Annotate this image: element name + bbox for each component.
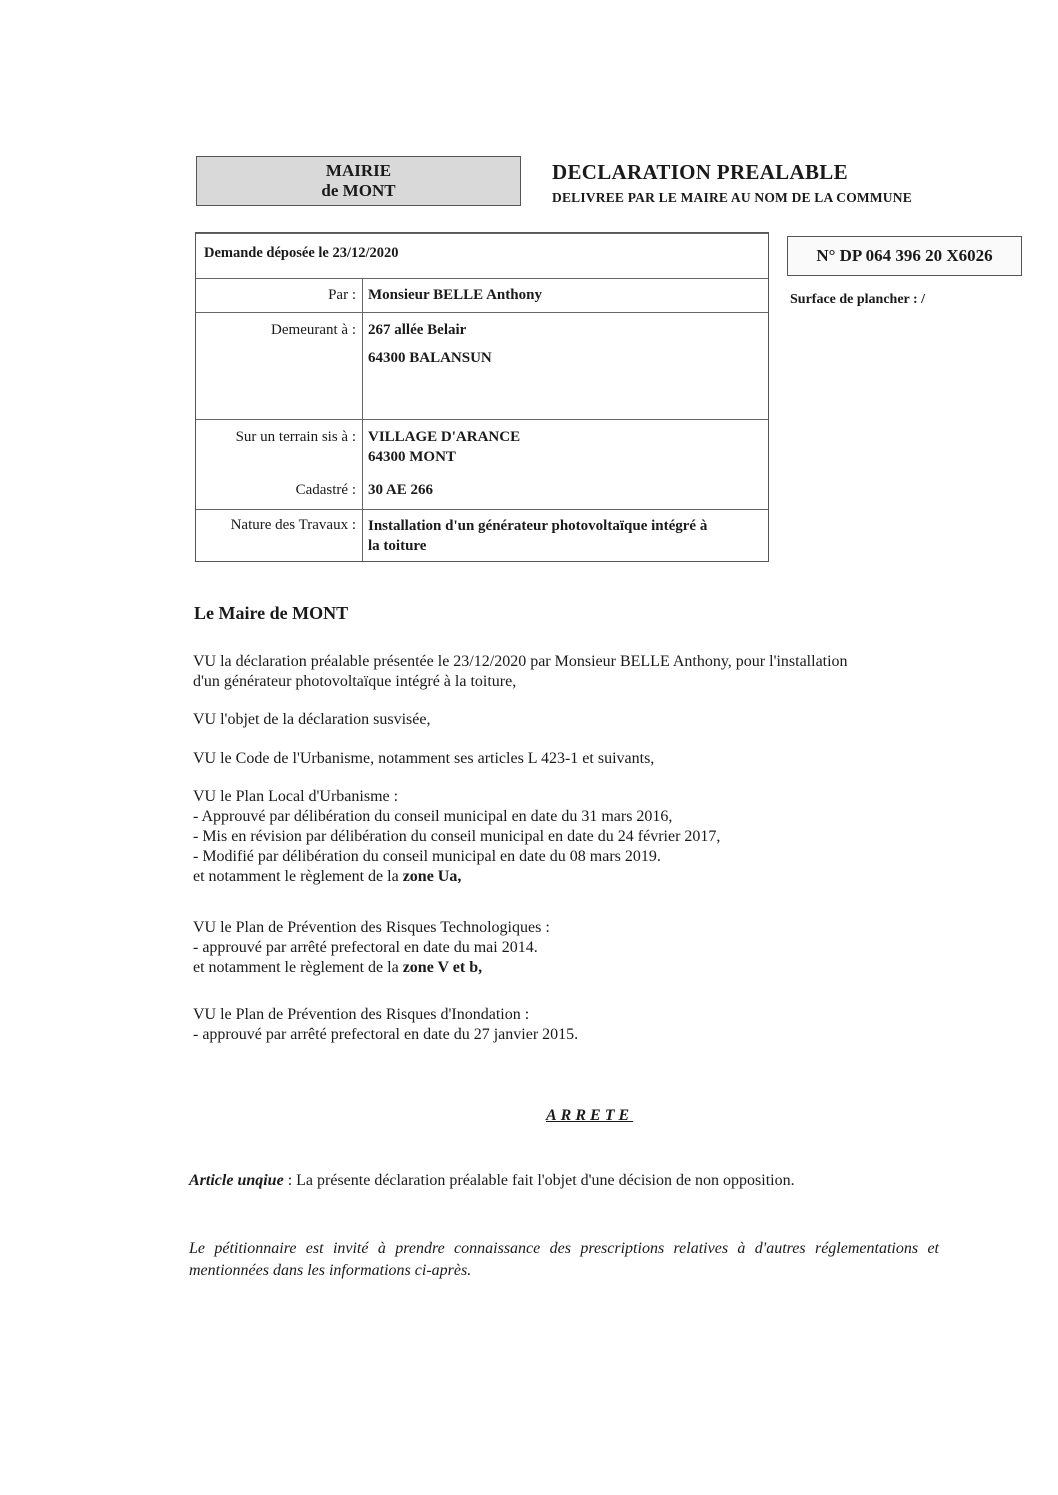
petitionnaire-note: Le pétitionnaire est invité à prendre connaissance des prescriptions relatives à d'autres réglementations et mentionnées dans les informations ci-après. [189, 1240, 939, 1279]
article-text: : La présente déclaration préalable fait l'objet d'une décision de non opposition. [283, 1172, 795, 1189]
terrain-line1: VILLAGE D'ARANCE [368, 429, 521, 445]
demeurant-label: Demeurant à : [271, 322, 356, 338]
par-label: Par : [328, 287, 356, 303]
request-info-table [195, 232, 769, 562]
terrain-line2: 64300 MONT [368, 449, 456, 465]
cadastre-value: 30 AE 266 [368, 482, 434, 498]
table-row-terrain [196, 419, 768, 510]
demeurant-line1: 267 allée Belair [368, 322, 467, 338]
terrain-label: Sur un terrain sis à : [235, 429, 356, 445]
table-row-demande [196, 233, 768, 279]
demeurant-line2: 64300 BALANSUN [368, 350, 492, 366]
table-row-par [196, 278, 768, 313]
mairie-line2: de MONT [321, 181, 396, 200]
travaux-label: Nature des Travaux : [230, 517, 356, 533]
table-row-travaux [196, 509, 768, 564]
pprt-zone-prefix: et notamment le règlement de la [193, 959, 403, 976]
vu-objet: VU l'objet de la déclaration susvisée, [193, 711, 431, 728]
mairie-box [196, 156, 521, 206]
demande-date: Demande déposée le 23/12/2020 [204, 245, 399, 261]
article-unique [189, 1172, 795, 1190]
plu-item-2: - Mis en révision par délibération du conseil municipal en date du 24 février 2017, [193, 828, 721, 845]
vu-plu [193, 787, 1013, 887]
plu-zone: zone Ua, [402, 868, 462, 885]
travaux-line1: Installation d'un générateur photovoltaïque intégré à [368, 518, 708, 534]
maire-heading: Le Maire de MONT [194, 603, 349, 623]
arrete-heading: ARRETE [546, 1107, 634, 1124]
ppri-item-1: - approuvé par arrêté prefectoral en date du 27 janvier 2015. [193, 1026, 579, 1043]
dp-number-box: N° DP 064 396 20 X6026 [787, 236, 1022, 276]
vu-declaration-line1: VU la déclaration préalable présentée le 23/12/2020 par Monsieur BELLE Anthony, pour l'installation [193, 653, 848, 670]
vu-declaration [193, 652, 1013, 692]
vu-pprt [193, 918, 1013, 978]
plu-title: VU le Plan Local d'Urbanisme : [193, 788, 399, 805]
plu-item-1: - Approuvé par délibération du conseil municipal en date du 31 mars 2016, [193, 808, 673, 825]
vu-code-urbanisme: VU le Code de l'Urbanisme, notamment ses articles L 423-1 et suivants, [193, 750, 655, 767]
pprt-item-1: - approuvé par arrêté prefectoral en date du mai 2014. [193, 939, 538, 956]
pprt-zone-line [193, 958, 1013, 978]
ppri-title: VU le Plan de Prévention des Risques d'Inondation : [193, 1006, 530, 1023]
travaux-line2: la toiture [368, 538, 427, 554]
plu-item-3: - Modifié par délibération du conseil municipal en date du 08 mars 2019. [193, 848, 661, 865]
pprt-zone: zone V et b, [402, 959, 483, 976]
par-value: Monsieur BELLE Anthony [368, 287, 542, 303]
vu-declaration-line2: d'un générateur photovoltaïque intégré à la toiture, [193, 673, 517, 690]
mairie-line1: MAIRIE [325, 161, 392, 180]
pprt-title: VU le Plan de Prévention des Risques Technologiques : [193, 919, 550, 936]
cadastre-label: Cadastré : [295, 482, 356, 498]
plu-zone-prefix: et notamment le règlement de la [193, 868, 403, 885]
plu-zone-line [193, 867, 1013, 887]
vu-ppri [193, 1005, 1013, 1045]
surface-plancher: Surface de plancher : / [790, 292, 926, 307]
document-subtitle: DELIVREE PAR LE MAIRE AU NOM DE LA COMMUNE [552, 190, 912, 205]
table-row-demeurant [196, 312, 768, 420]
article-label: Article unqiue [189, 1172, 284, 1189]
document-title: DECLARATION PREALABLE [552, 160, 848, 184]
